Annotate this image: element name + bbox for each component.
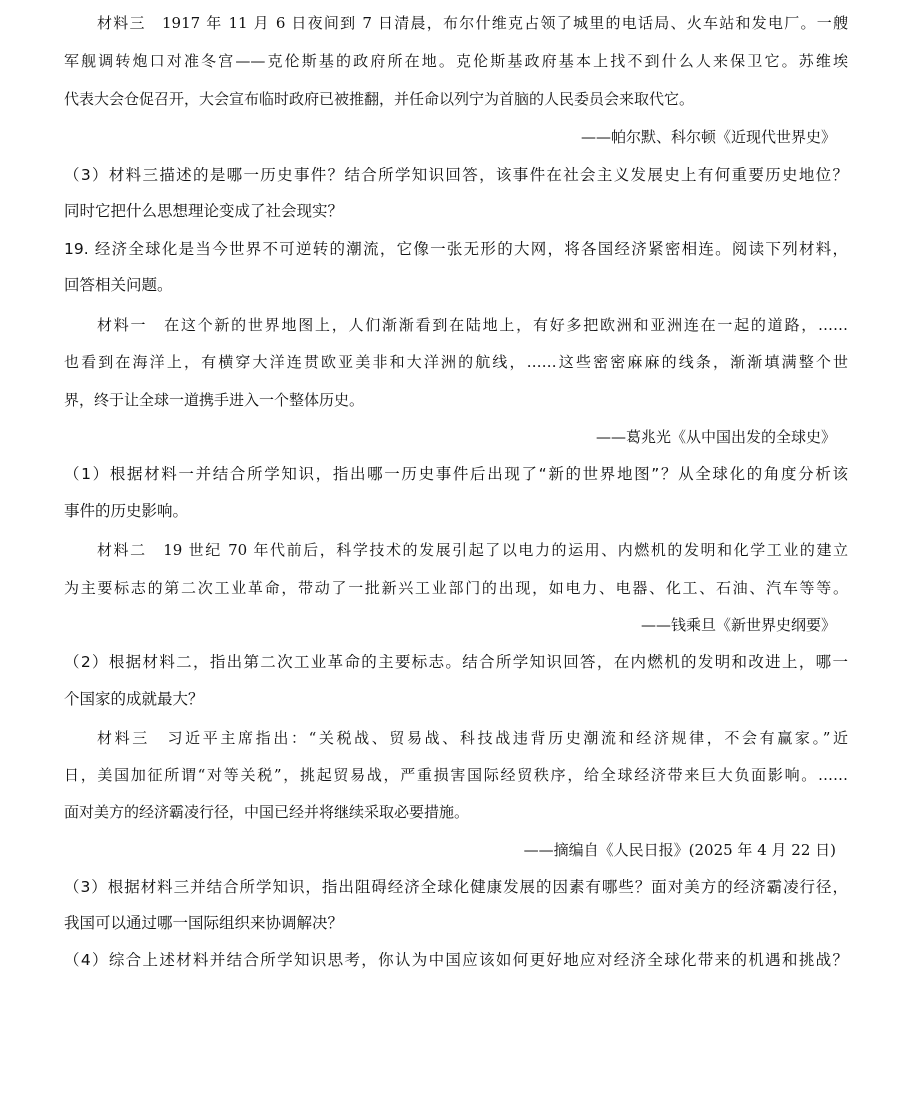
question-19-2-line-2: 个国家的成就最大？ — [64, 690, 204, 708]
material-3b-source: ——摘编自《人民日报》(2025 年 4 月 22 日) — [523, 841, 836, 859]
material-2-line-1: 材料二 19 世纪 70 年代前后，科学技术的发展引起了以电力的运用、内燃机的发明和化学工业的建立 — [97, 541, 848, 559]
question-19-4-line-1: （4）综合上述材料并结合所学知识思考，你认为中国应该如何更好地应对经济全球化带来的机遇和挑战？ — [64, 951, 848, 969]
question-19-stem-line-2: 回答相关问题。 — [64, 276, 173, 294]
material-3b-line-2: 日，美国加征所谓“对等关税”，挑起贸易战，严重损害国际经贸秩序，给全球经济带来巨大负面影响。…… — [64, 766, 848, 784]
question-19-2-line-1: （2）根据材料二，指出第二次工业革命的主要标志。结合所学知识回答，在内燃机的发明和改进上，哪一 — [64, 653, 848, 671]
question-19-1-line-1: （1）根据材料一并结合所学知识，指出哪一历史事件后出现了“新的世界地图”？从全球化的角度分析该 — [64, 465, 848, 483]
material-1-line-2: 也看到在海洋上，有横穿大洋连贯欧亚美非和大洋洲的航线，……这些密密麻麻的线条，渐渐填满整个世 — [64, 353, 848, 371]
question-19-3-line-2: 我国可以通过哪一国际组织来协调解决？ — [64, 914, 344, 932]
material-1-line-3: 界，终于让全球一道携手进入一个整体历史。 — [64, 391, 365, 409]
material-1-source: ——葛兆光《从中国出发的全球史》 — [595, 428, 836, 446]
material-3-line-1: 材料三 1917 年 11 月 6 日夜间到 7 日清晨，布尔什维克占领了城里的电话局、火车站和发电厂。一艘 — [97, 14, 848, 32]
question-19-stem-line-1: 19. 经济全球化是当今世界不可逆转的潮流，它像一张无形的大网，将各国经济紧密相连。阅读下列材料， — [64, 240, 848, 258]
material-3-source: ——帕尔默、科尔顿《近现代世界史》 — [580, 128, 836, 146]
question-18-3-line-2: 同时它把什么思想理论变成了社会现实？ — [64, 202, 344, 220]
question-19-3-line-1: （3）根据材料三并结合所学知识，指出阻碍经济全球化健康发展的因素有哪些？面对美方的经济霸凌行径， — [64, 878, 848, 896]
material-2-source: ——钱乘旦《新世界史纲要》 — [640, 616, 836, 634]
material-3-line-3: 代表大会仓促召开，大会宣布临时政府已被推翻，并任命以列宁为首脑的人民委员会来取代它。 — [64, 90, 695, 108]
material-3-line-2: 军舰调转炮口对准冬宫——克伦斯基的政府所在地。克伦斯基政府基本上找不到什么人来保卫它。苏维埃 — [64, 52, 848, 70]
question-18-3-line-1: （3）材料三描述的是哪一历史事件？结合所学知识回答，该事件在社会主义发展史上有何重要历史地位？ — [64, 166, 848, 184]
material-1-line-1: 材料一 在这个新的世界地图上，人们渐渐看到在陆地上，有好多把欧洲和亚洲连在一起的道路，…… — [97, 316, 848, 334]
material-3b-line-1: 材料三 习近平主席指出：“关税战、贸易战、科技战违背历史潮流和经济规律，不会有赢家。”近 — [97, 729, 848, 747]
question-19-1-line-2: 事件的历史影响。 — [64, 502, 189, 520]
material-3b-line-3: 面对美方的经济霸凌行径，中国已经并将继续采取必要措施。 — [64, 803, 470, 821]
material-2-line-2: 为主要标志的第二次工业革命，带动了一批新兴工业部门的出现，如电力、电器、化工、石油、汽车等等。 — [64, 579, 848, 597]
